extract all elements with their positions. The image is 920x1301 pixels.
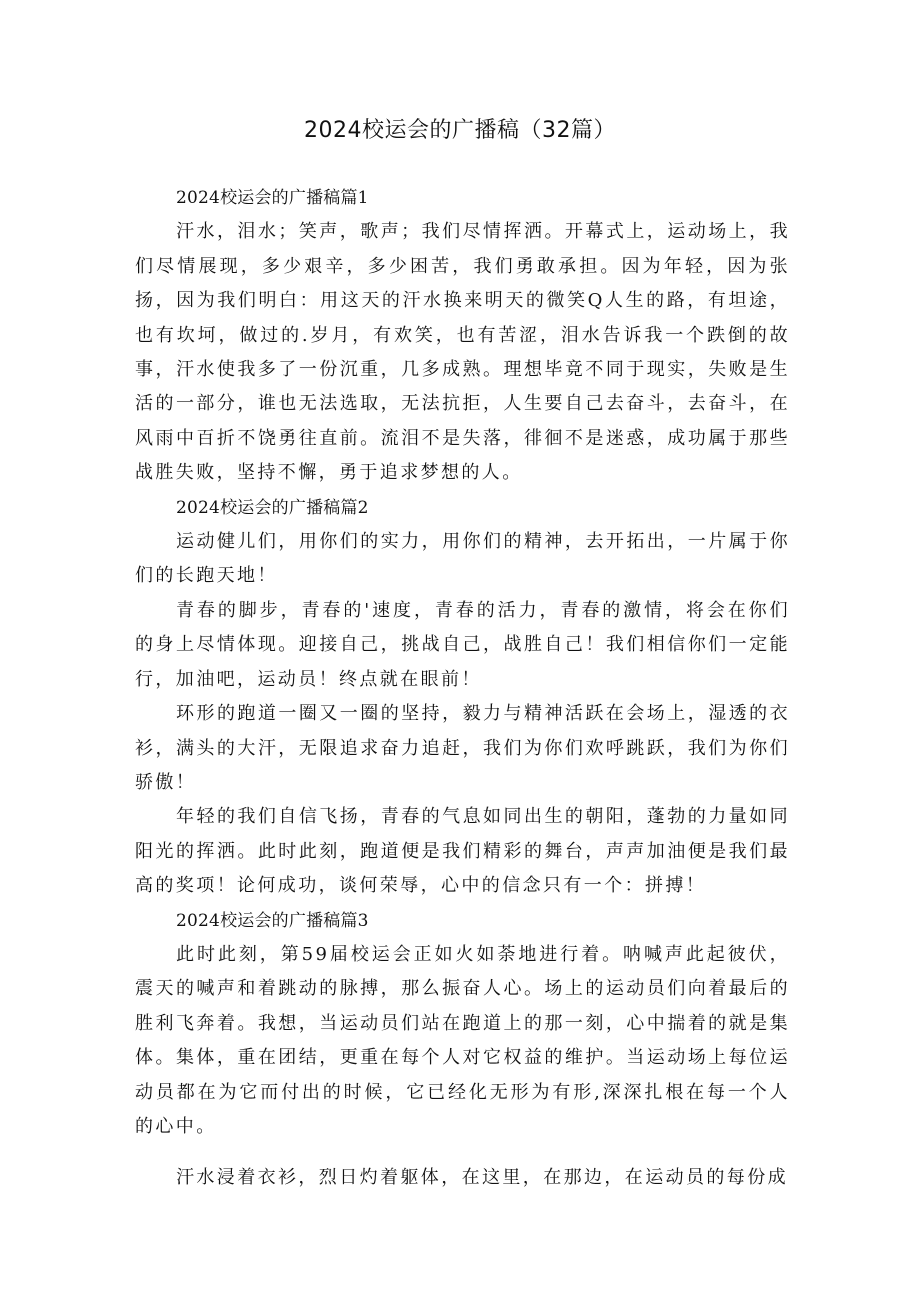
paragraph: 汗水，泪水；笑声，歌声；我们尽情挥洒。开幕式上，运动场上，我们尽情展现，多少艰辛，多少困苦，我们勇敢承担。因为年轻，因为张扬，因为我们明白：用这天的汗水换来明天的微笑Q人生的路，有坦途，也有坎坷，做过的.岁月，有欢笑，也有苦涩，泪水告诉我一个跌倒的故事，汗水使我多了一份沉重，几多成熟。理想毕竟不同于现实，失败是生活的一部分，谁也无法选取，无法抗拒，人生要自己去奋斗，去奋斗，在风雨中百折不饶勇往直前。流泪不是失落，徘徊不是迷惑，成功属于那些战胜失败，坚持不懈，勇于追求梦想的人。	[135, 221, 790, 484]
document-body	[135, 181, 790, 1196]
paragraph: 运动健儿们，用你们的实力，用你们的精神，去开拓出，一片属于你们的长跑天地！	[135, 531, 790, 587]
paragraph: 汗水浸着衣衫，烈日灼着躯体，在这里，在那边，在运动员的每份成	[176, 1167, 788, 1189]
paragraph: 环形的跑道一圈又一圈的坚持，毅力与精神活跃在会场上，湿透的衣衫，满头的大汗，无限追求奋力追赶，我们为你们欢呼跳跃，我们为你们骄傲！	[135, 703, 790, 793]
section-heading: 2024校运会的广播稿篇1	[176, 188, 369, 208]
paragraph: 青春的脚步，青春的'速度，青春的活力，青春的激情，将会在你们的身上尽情体现。迎接自己，挑战自己，战胜自己！我们相信你们一定能行，加油吧，运动员！终点就在眼前！	[135, 599, 790, 690]
paragraph: 此时此刻，第59届校运会正如火如荼地进行着。呐喊声此起彼伏，震天的喊声和着跳动的脉搏，那么振奋人心。场上的运动员们向着最后的胜利飞奔着。我想，当运动员们站在跑道上的那一刻，心中揣着的就是集体。集体，重在团结，更重在每个人对它权益的维护。当运动场上每位运动员都在为它而付出的时候，它已经化无形为有形,深深扎根在每一个人的心中。	[135, 943, 790, 1137]
document-title: 2024校运会的广播稿（32篇）	[304, 118, 616, 143]
paragraph: 年轻的我们自信飞扬，青春的气息如同出生的朝阳，蓬勃的力量如同阳光的挥洒。此时此刻，跑道便是我们精彩的舞台，声声加油便是我们最高的奖项！论何成功，谈何荣辱，心中的信念只有一个：拼搏！	[135, 806, 790, 897]
section-heading: 2024校运会的广播稿篇3	[176, 910, 369, 931]
section-heading: 2024校运会的广播稿篇2	[176, 497, 369, 518]
